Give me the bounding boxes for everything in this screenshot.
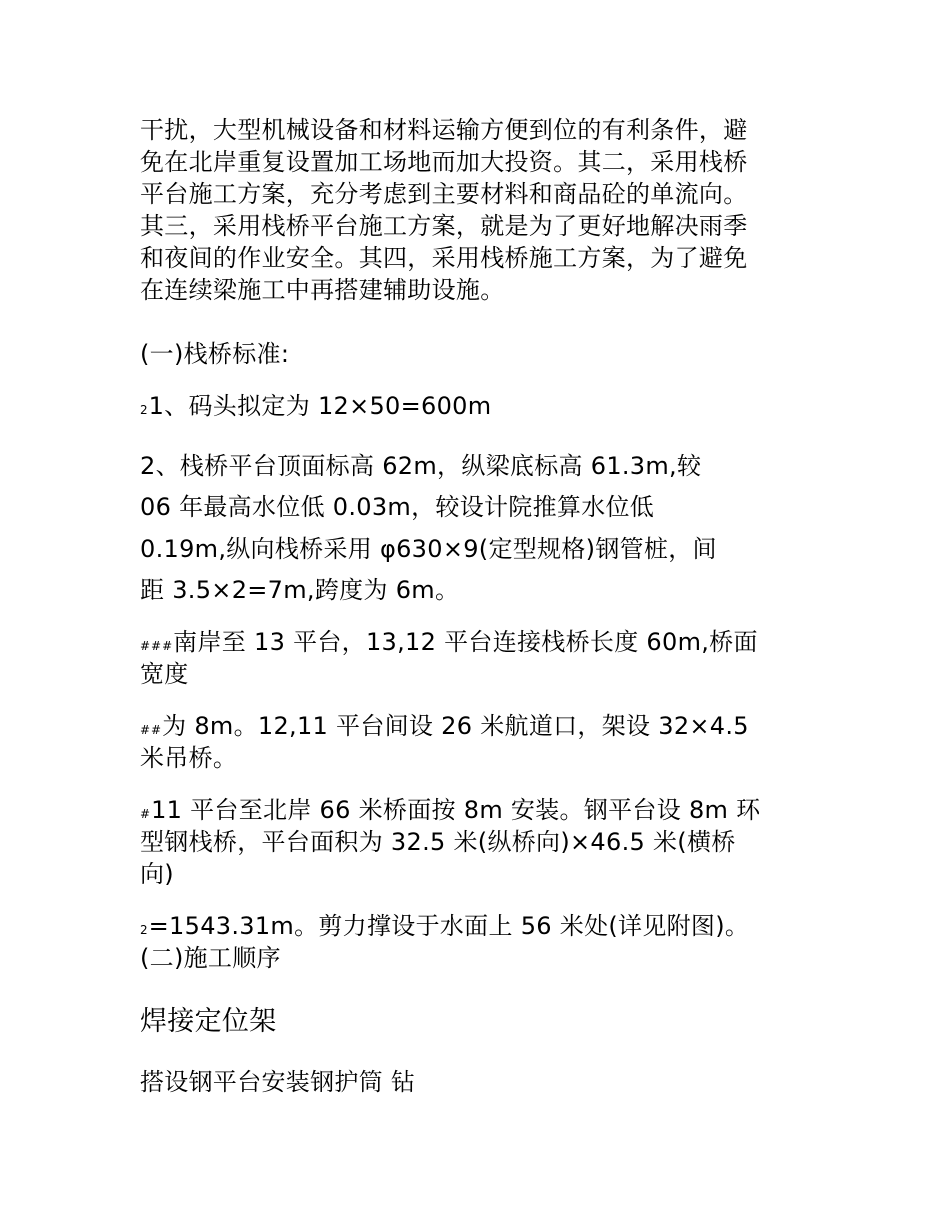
- text-line: 米吊桥。: [140, 744, 238, 772]
- text-line: 0.19m,纵向栈桥采用 φ630×9(定型规格)钢管桩，间: [140, 535, 717, 563]
- text-line: 在连续梁施工中再搭建辅助设施。: [140, 276, 505, 304]
- text-line: 距 3.5×2=7m,跨度为 6m。: [140, 576, 460, 604]
- text-line: 2、栈桥平台顶面标高 62m，纵梁底标高 61.3m,较: [140, 452, 702, 480]
- list-item-1: [140, 390, 491, 426]
- item-prefix: ###: [140, 639, 174, 653]
- flow-step-1: 焊接定位架: [140, 1006, 277, 1037]
- item-text: 1、码头拟定为 12×50=600m: [148, 392, 492, 420]
- item-prefix: ##: [140, 723, 163, 737]
- text-line: 型钢栈桥，平台面积为 32.5 米(纵桥向)×46.5 米(横桥: [140, 828, 736, 856]
- text-line: 平台施工方案，充分考虑到主要材料和商品砼的单流向。: [140, 180, 748, 208]
- text-line: 免在北岸重复设置加工场地而加大投资。其二，采用栈桥: [140, 148, 748, 176]
- item-text: 11 平台至北岸 66 米桥面按 8m 安装。钢平台设 8m 环: [151, 796, 761, 824]
- list-item-3: [140, 626, 758, 662]
- section-heading-1: (一)栈桥标准:: [140, 340, 290, 368]
- text-line: 其三，采用栈桥平台施工方案，就是为了更好地解决雨季: [140, 212, 748, 240]
- item-prefix: 2: [140, 923, 149, 937]
- section-heading-2: (二)施工顺序: [140, 944, 281, 972]
- list-item-5: [140, 794, 760, 830]
- item-text: 南岸至 13 平台，13,12 平台连接栈桥长度 60m,桥面: [173, 628, 758, 656]
- item-text: =1543.31m。剪力撑设于水面上 56 米处(详见附图)。: [148, 912, 750, 940]
- item-prefix: 2: [140, 403, 149, 417]
- text-line: 向): [140, 860, 174, 888]
- item-prefix: #: [140, 807, 152, 821]
- text-line: 宽度: [140, 660, 189, 688]
- text-line: 干扰，大型机械设备和材料运输方便到位的有利条件，避: [140, 116, 748, 144]
- list-item-4: [140, 710, 749, 746]
- text-line: 06 年最高水位低 0.03m，较设计院推算水位低: [140, 493, 655, 521]
- text-line: 和夜间的作业安全。其四，采用栈桥施工方案，为了避免: [140, 244, 748, 272]
- list-item-6: [140, 910, 749, 946]
- flow-step-2: 搭设钢平台安装钢护筒 钻: [140, 1068, 416, 1096]
- item-text: 为 8m。12,11 平台间设 26 米航道口，架设 32×4.5: [162, 712, 749, 740]
